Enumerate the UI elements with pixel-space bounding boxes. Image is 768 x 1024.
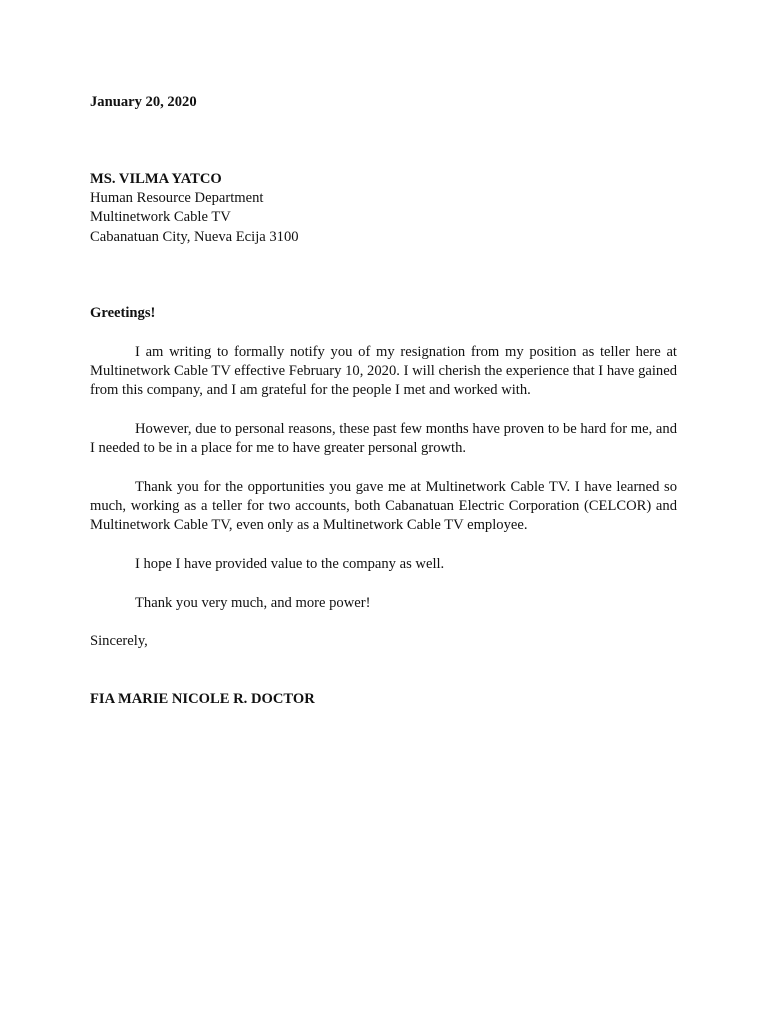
greeting: Greetings! [90, 305, 156, 321]
recipient-name: MS. VILMA YATCO [90, 171, 222, 187]
body-paragraph-1: I am writing to formally notify you of my resignation from my position as teller here at Multinetwork Cable TV effective February 10, 2020. I will cherish the experience that I have gained from this company, and I am grateful for the people I met and worked with. [90, 344, 677, 399]
closing: Sincerely, [90, 633, 148, 649]
body-paragraph-2: However, due to personal reasons, these past few months have proven to be hard for me, and I needed to be in a place for me to have greater personal growth. [90, 421, 677, 457]
recipient-company: Multinetwork Cable TV [90, 209, 231, 226]
recipient-block [90, 170, 299, 247]
letter-date: January 20, 2020 [90, 94, 197, 110]
recipient-department: Human Resource Department [90, 190, 264, 207]
body-paragraph-5: Thank you very much, and more power! [135, 595, 371, 611]
body-paragraph-3: Thank you for the opportunities you gave me at Multinetwork Cable TV. I have learned so much, working as a teller for two accounts, both Cabanatuan Electric Corporation (CELCOR) and Multinetwork Cable TV, even only as a Multinetwork Cable TV employee. [90, 479, 677, 534]
body-paragraph-4: I hope I have provided value to the company as well. [135, 556, 445, 572]
recipient-address: Cabanatuan City, Nueva Ecija 3100 [90, 228, 299, 245]
signatory-name: FIA MARIE NICOLE R. DOCTOR [90, 691, 315, 707]
